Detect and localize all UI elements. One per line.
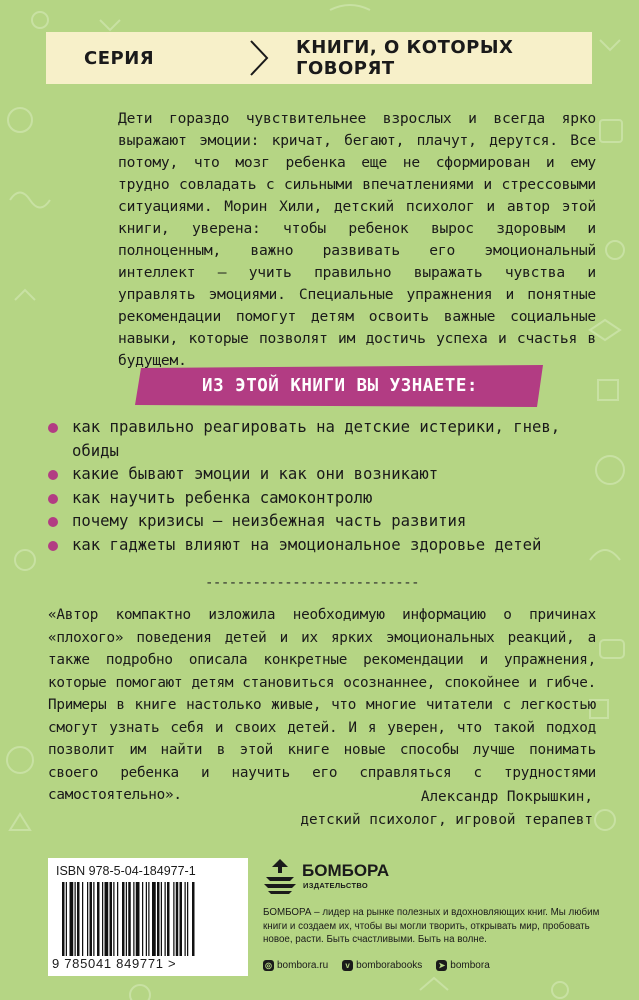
- chevron-right-icon: [248, 38, 270, 83]
- social-label: bombora.ru: [277, 960, 329, 971]
- bullet-icon: [48, 541, 58, 551]
- social-label: bombora: [450, 960, 490, 971]
- bombora-logo-icon: [262, 857, 298, 895]
- author-role: детский психолог, игровой терапевт: [300, 811, 593, 828]
- publisher-description: БОМБОРА – лидер на рынке полезных и вдохновляющих книг. Мы любим книги и создаем их, чтобы вы могли творить, открывать мир, пробовать новое, расти. Быть счастливыми. Быть на волне.: [263, 907, 600, 946]
- barcode-digits: 9 785041 849771 >: [52, 956, 177, 971]
- quote-author: [300, 786, 593, 831]
- isbn-barcode: [48, 858, 248, 976]
- vk-icon: v: [342, 960, 353, 971]
- list-item-text: какие бывают эмоции и как они возникают: [72, 465, 439, 483]
- list-item-text: почему кризисы – неизбежная часть развития: [72, 512, 467, 530]
- social-label: bomborabooks: [356, 960, 423, 971]
- barcode-icon: [62, 882, 238, 956]
- social-link-vk[interactable]: [342, 960, 422, 971]
- web-icon: ◎: [263, 960, 274, 971]
- learn-banner: [135, 365, 545, 407]
- publisher-socials: [263, 960, 504, 971]
- list-item: [48, 534, 608, 558]
- list-item: [48, 510, 608, 534]
- bullet-icon: [48, 423, 58, 433]
- review-quote: «Автор компактно изложила необходимую информацию о причинах «плохого» поведения детей и их ярких эмоциональных реакций, а также подробно описала конкретные рекомендации и упражнения, которые помогают детям становиться осознаннее, спокойнее и гибче. Примеры в книге настолько живые, что многие читатели с легкостью смогут узнать себя и своих детей. И я уверен, что такой подход позволит им найти в этой книге новые способы лучше понимать своего ребенка и научить его справляться с трудностями самостоятельно».: [48, 607, 596, 803]
- book-description: Дети гораздо чувствительнее взрослых и всегда ярко выражают эмоции: кричат, бегают, плачут, дерутся. Все потому, что мозг ребенка еще не сформирован и ему трудно совладать с сильными впечатлениями и стрессовыми ситуациями. Морин Хили, детский психолог и автор этой книги, уверена: чтобы ребенок вырос здоровым и полноценным, важно развивать его эмоциональный интеллект – учить правильно выражать чувства и управлять эмоциями. Специальные упражнения и понятные рекомендации помогут детям освоить важные социальные навыки, которые позволят им достичь успеха и счастья в будущем.: [118, 110, 596, 369]
- list-item: [48, 463, 608, 487]
- dashed-divider: ---------------------------: [205, 575, 420, 591]
- series-label: СЕРИЯ: [84, 47, 155, 69]
- list-item: [48, 416, 608, 463]
- social-link-web[interactable]: [263, 960, 328, 971]
- author-name: Александр Покрышкин,: [420, 789, 593, 805]
- bullet-icon: [48, 494, 58, 504]
- isbn-text: ISBN 978-5-04-184977-1: [56, 864, 196, 878]
- telegram-icon: ➤: [436, 960, 447, 971]
- list-item-text: как научить ребенка самоконтролю: [72, 488, 373, 507]
- list-item-text: как правильно реагировать на детские истерики, гнев, обиды: [72, 418, 561, 460]
- publisher-sub: ИЗДАТЕЛЬСТВО: [303, 881, 368, 890]
- bullet-icon: [48, 517, 58, 527]
- list-item-text: как гаджеты влияют на эмоциональное здоровье детей: [72, 535, 542, 554]
- series-bar: [46, 32, 592, 84]
- list-item: [48, 487, 608, 511]
- series-title: КНИГИ, О КОТОРЫХ ГОВОРЯТ: [296, 37, 514, 79]
- bullet-icon: [48, 470, 58, 480]
- publisher-logo: [262, 857, 392, 897]
- publisher-name: БОМБОРА: [302, 861, 390, 880]
- learn-list: [48, 416, 608, 557]
- banner-text: ИЗ ЭТОЙ КНИГИ ВЫ УЗНАЕТЕ:: [202, 376, 478, 396]
- social-link-telegram[interactable]: [436, 960, 489, 971]
